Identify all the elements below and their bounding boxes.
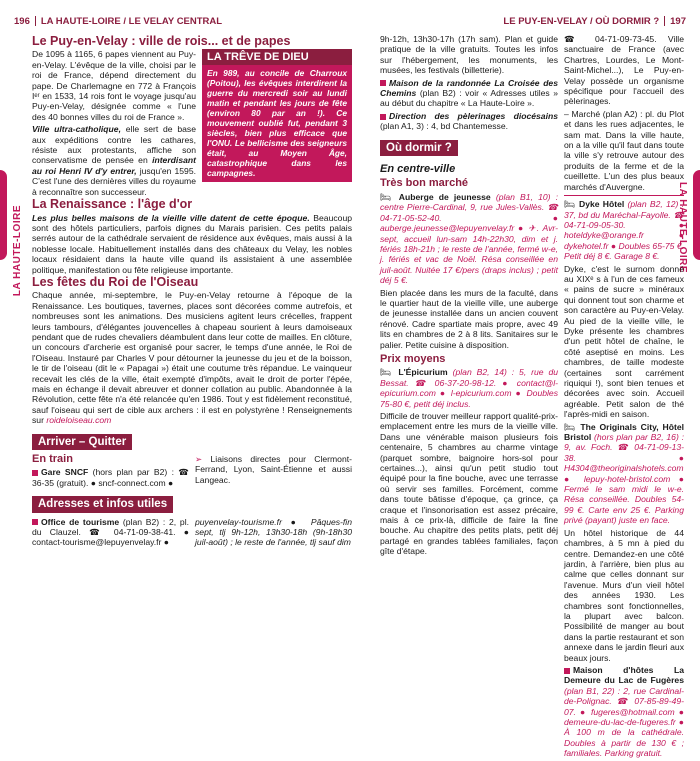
side-label-right: LA HAUTE-LOIRE bbox=[677, 182, 688, 274]
band-arriver-quitter: Arriver – Quitter bbox=[32, 434, 132, 450]
office-block bbox=[32, 517, 352, 550]
link-roideloiseau[interactable]: roideloiseau.com bbox=[46, 415, 112, 426]
paragraph-catholic: Ville ultra-catholique, elle sert de base aux expéditions contre les cathares, résiste aux protestants, affiche son conservatisme de pensée en interdisant au roi Henri IV d'y entrer, jusqu'en 1595. C'est l'une des dernières villes du royaume à reconnaître son successeur. bbox=[32, 124, 196, 197]
box-title: LA TRÊVE DE DIEU bbox=[202, 49, 352, 65]
entry-auberge: 🛏 Auberge de jeunesse (plan B1, 10) : centre Pierre-Cardinal, 9, rue Jules-Vallès. ☎ 04-71-05-52-40. ● auberge.jeunesse@lepuyenvelay.fr ● ✈. Avr-sept, accueil lun-sam 14h-22h30, dim et j. fériés 18h-21h ; le reste de l'année, fermé w-e, j. fériés et vac de Noël. Résa conseillée en juil-août. Nuitée 17 €/pers (draps inclus) ; petit déj 5 €. bbox=[380, 191, 559, 286]
band-ou-dormir: Où dormir ? bbox=[380, 140, 458, 156]
dyke-description: Dyke, c'est le surnom donné au XIXᵉ s à l'un de ces fameux « pains de sucre » minéraux qui donnent tout son charme et son caractère au Puy-en-Velay. Au pied de la vieille ville, le Dyke présente les chambres d'un petit hôtel de chaîne, le côté aseptisé en moins. Les chambres, de taille modeste (certaines sont carrément riquiqui !), sont bien tenues et décorées avec soin. Accueil agréable. Petit salon de thé l'après-midi en saison. bbox=[564, 263, 684, 420]
house-icon bbox=[564, 668, 570, 674]
info-icon bbox=[32, 519, 38, 525]
subtitle-prix-moyens: Prix moyens bbox=[380, 352, 446, 365]
pelerinages-cont: ☎ 04-71-09-73-45. Ville sanctuaire de France (avec Chartres, Lourdes, Le Mont-Saint-Michel...), Le Puy-en-Velay possède un organisme spécifique pour l'accueil des pèlerinages. bbox=[564, 34, 684, 107]
paragraph-roi-oiseau: Chaque année, mi-septembre, le Puy-en-Velay retourne à l'époque de la Renaissance. Les boutiques, tavernes, places sont décorées comme autrefois, et nombreuses sont les animations. Des musiciens agitent leurs crécelles, frappent leurs tambours, d'élégantes jouvencelles à chapeau sourient à leurs damoiseaux pendant que de rudes chevaliers déambulent dans leur cotte de mailles. En clôture, un concours d'archerie est organisé pour sacrer, le temps d'une année, le Roi de l'Oiseau. Instauré par Charles V pour détourner la jeunesse du jeu et de la boisson, le tir de l'oiseau (dit le « Papagai ») était une coutume très répandue. Le vainqueur recevait les clés de la ville, était exempté d'impôts, avait le droit de porter l'épée, mais en échange il devait abreuver et donner collation au public. Abandonnée à la Révolution, cette fête n'a été relancée qu'en 1986. Tout y est fidèlement reconstitué, sauf l'oiseau qui sert de cible aux archers : il est en polystyrène ! Renseignements sur roideloiseau.com bbox=[32, 290, 352, 426]
paragraph-history: De 1095 à 1165, 6 papes viennent au Puy-en-Velay. L'évêque de la ville, choisi par le roi de France, dépend directement du pape. De Charlemagne en 772 à François Iᵉʳ en 1533, 14 rois font le voyage jusqu'au Puy-en-Velay, désignée comme « l'une des 40 bonnes villes du roi de France ». bbox=[32, 49, 196, 122]
info-icon bbox=[380, 114, 386, 120]
arrow-icon: ➢ bbox=[195, 454, 203, 465]
train-icon bbox=[32, 470, 38, 476]
header-divider bbox=[35, 16, 36, 26]
bed-icon: 🛏 bbox=[380, 367, 394, 378]
running-header-right bbox=[503, 14, 686, 28]
subtitle-tres-bon-marche: Très bon marché bbox=[380, 177, 469, 190]
bed-icon: 🛏 bbox=[564, 421, 577, 432]
band-adresses-infos: Adresses et infos utiles bbox=[32, 496, 173, 512]
train-block bbox=[32, 454, 352, 490]
bed-icon: 🛏 bbox=[564, 199, 576, 210]
entry-marche: – Marché (plan A2) : pl. du Plot et dans les rues adjacentes, le sam mat. Dans la ville haute, on a la ville qu'il faut dans toute la ville s'y retrouve autour des produits de la ferme et de la cueillette. L'un des plus beaux marchés d'Auvergne. bbox=[564, 108, 684, 192]
header-title-left: LA HAUTE-LOIRE / LE VELAY CENTRAL bbox=[40, 15, 223, 27]
section-title-villederois: Le Puy-en-Velay : ville de rois... et de papes bbox=[32, 34, 291, 48]
side-thumb-tab-left bbox=[0, 170, 7, 260]
auberge-description: Bien placée dans les murs de la faculté, dans le quartier haut de la vieille ville, une auberge de jeunesse installée dans un ancien couvent rénové. Cadre spartiate mais propre, avec 49 lits en chambres de 2 à 8 lits. Sanitaires sur le palier. Petite cuisine à disposition. bbox=[380, 287, 558, 350]
right-page-column-2 bbox=[564, 34, 684, 761]
box-text: En 989, au concile de Charroux (Poitou), les évêques interdirent la guerre du mercredi soir au lundi matin et pendant les jours de fête (environ 80 par an !). Ce mouvement oublié fut, pendant 3 siècles, bien plus efficace que l'ONU. Le bellicisme des seigneurs était, au Moyen Âge, catastrophique dans les campagnes. bbox=[207, 68, 347, 179]
office-hours-cont: 9h-12h, 13h30-17h (17h sam). Plan et guide pratique de la ville gratuits. Toutes les infos sur l'hébergement, les monuments, les musées, les festivals (billetterie). bbox=[380, 34, 558, 76]
epicurium-description: Difficile de trouver meilleur rapport qualité-prix-emplacement entre les murs de la vieille ville. Dans une vénérable maison plusieurs fois centenaire, 5 chambres au charme vintage (parquet sombre, baignoire hors-sol pour certaines...), ainsi qu'un petit studio tout équipé pour la fine bouche, avec une terrasse où servir ses familles. Forcément, comme dans toute bâtisse d'époque, ça grince, ça craque et l'insonorisation est assez précaire, mais à ce prix-là, difficile de faire la fine bouche. Au chapitre des petits plats, petit déj partagé en grandes tablées familiales, façon gîte d'étape. bbox=[380, 411, 558, 557]
left-page-column bbox=[32, 34, 352, 550]
running-header-left bbox=[14, 14, 222, 28]
divider bbox=[564, 195, 684, 196]
sidebar-box-treve bbox=[202, 49, 352, 182]
entry-demeure-fugeres: Maison d'hôtes La Demeure du Lac de Fugères (plan B1, 22) : 2, rue Cardinal-de-Polignac. ☎ 07-85-89-49-07. ● fugeres@hotmail.com ● demeure-du-lac-de-fugeres.fr ● À 100 m de la cathédrale. Doubles à partir de 130 € ; familiales. Parking gratuit. bbox=[564, 664, 684, 759]
entry-epicurium: 🛏 L'Épicurium (plan B2, 14) : 5, rue du Bessat. ☎ 06-37-20-98-12. ● contact@l-epicurium.com ● l-epicurium.com ● Doubles 75-80 €, petit déj inclus. bbox=[380, 367, 559, 409]
section-title-renaissance: La Renaissance : l'âge d'or bbox=[32, 197, 193, 212]
header-title-right: LE PUY-EN-VELAY / OÙ DORMIR ? bbox=[503, 15, 660, 27]
section-title-roi-oiseau: Les fêtes du Roi de l'Oiseau bbox=[32, 274, 199, 289]
page-number-right: 197 bbox=[670, 15, 686, 27]
subtitle-centre-ville: En centre-ville bbox=[380, 163, 456, 176]
entry-originals-bristol: 🛏 The Originals City, Hôtel Bristol (hors plan par B2, 16) : 9, av. Foch. ☎ 04-71-09-13-38. ● H4304@theoriginalshotels.com ● lepuy-hotel-bristol.com ● Fermé le sam midi le w-e. Résa conseillée. Doubles 54-99 €. Carte env 25 €. Parking privé (payant) juste en face. bbox=[564, 421, 684, 526]
side-thumb-tab-right bbox=[693, 170, 700, 260]
info-icon bbox=[380, 80, 386, 86]
entry-dyke-hotel: 🛏 Dyke Hôtel (plan B2, 12) : 37, bd du Maréchal-Fayolle. ☎ 04-71-09-05-30. ● hoteldyke@orange.fr ● dykehotel.fr ● Doubles 65-75 €. Petit déj 8 €. Garage 8 €. bbox=[564, 199, 685, 262]
page-number-left: 196 bbox=[14, 15, 30, 27]
subtitle-train: En train bbox=[32, 453, 73, 466]
originals-description: Un hôtel historique de 44 chambres, à 5 mn à pied du centre. Demandez-en une côté jardin, à l'arrière, bien plus au calme que celles donnant sur l'avenue. Murs d'un vieil hôtel des années 1930. Les chambres sont fonctionnelles, la plupart avec balcon. Possibilité de manger au bout dans la partie restaurant et son annexe dans le jardin fleuri aux beaux jours. bbox=[564, 527, 684, 663]
right-page-column-1 bbox=[380, 34, 558, 559]
entry-office-hours: puyenvelay-tourisme.fr ● Pâques-fin sept, tlj 9h-12h, 13h30-18h (9h-18h30 juil-août) ; le reste de l'année, tlj sauf dim bbox=[195, 516, 352, 548]
side-label-left: LA HAUTE-LOIRE bbox=[12, 205, 23, 297]
header-divider bbox=[664, 16, 665, 26]
entry-gare: Gare SNCF (hors plan par B2) : ☎ 36-35 (gratuit). ● sncf-connect.com ● bbox=[32, 467, 189, 488]
paragraph-renaissance: Les plus belles maisons de la vieille ville datent de cette époque. Beaucoup sont des hôtels particuliers, parfois dignes du Marais parisien. Ces petits palais serrés autour de la cathédrale servaient de résidence aux évêques, mais aussi à la noblesse locale. Habituellement installés dans des châteaux du Velay, les nobles locaux résidaient dans la haute ville quand ils assistaient à une assemblée politique, manifestation ou fête religieuse importante. bbox=[32, 212, 353, 275]
bed-icon: 🛏 bbox=[380, 191, 394, 202]
entry-office-tourisme: Office de tourisme (plan B2) : 2, pl. du Clauzel. ☎ 04-71-09-38-41. ● contact-tourisme@lepuyenvelay.fr ● bbox=[32, 516, 190, 548]
entry-direction-pelerinages: Direction des pèlerinages diocésains (plan A1, 3) : 4, bd Chantemesse. bbox=[380, 110, 558, 132]
entry-maison-rando: Maison de la randonnée La Croisée des Chemins (plan B2) : voir « Adresses utiles » au début du chapitre « La Haute-Loire ». bbox=[380, 77, 559, 109]
entry-liaisons: ➢ Liaisons directes pour Clermont-Ferrand, Lyon, Saint-Étienne et aussi Langeac. bbox=[195, 454, 352, 485]
